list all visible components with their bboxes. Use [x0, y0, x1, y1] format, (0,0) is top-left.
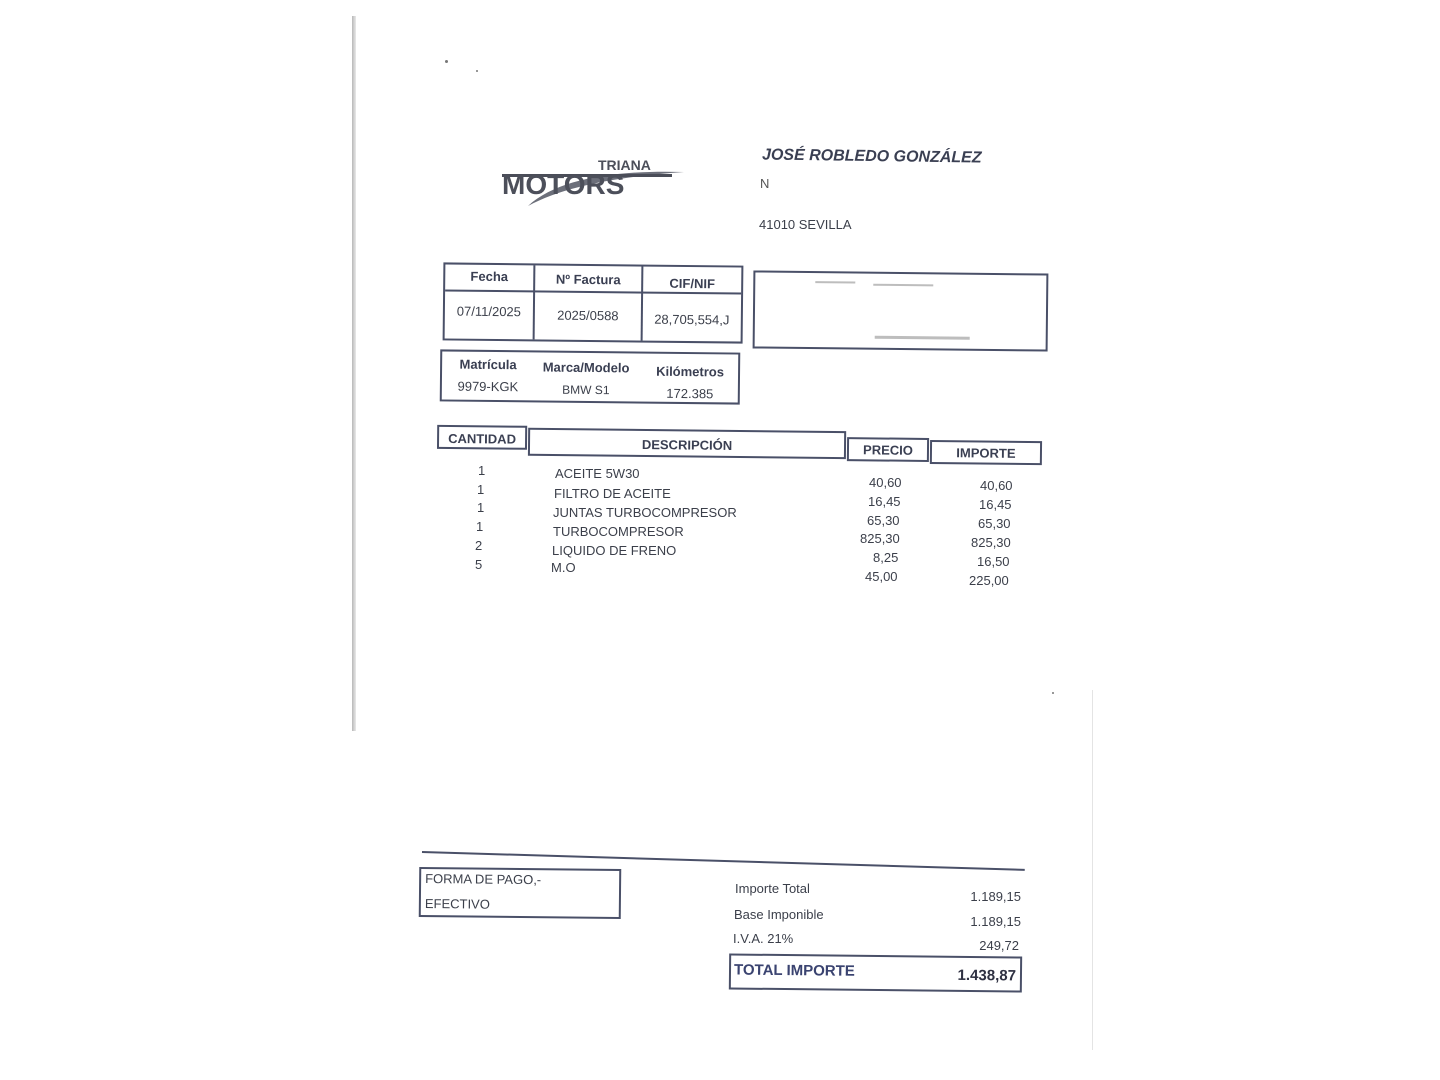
scan-right-edge — [1092, 690, 1093, 1050]
total-importe-label: TOTAL IMPORTE — [733, 961, 855, 980]
items-table-header — [437, 425, 1043, 471]
row-importe: 16,45 — [979, 497, 1012, 512]
row-importe: 65,30 — [978, 516, 1011, 531]
total-importe-value: 1.438,87 — [957, 966, 1017, 985]
cif-header: CIF/NIF — [669, 275, 716, 292]
payment-line-2: EFECTIVO — [424, 896, 490, 912]
matricula-header: Matrícula — [459, 356, 517, 373]
scan-left-edge — [352, 16, 356, 731]
factura-header: Nº Factura — [555, 271, 621, 288]
iva-label: I.V.A. 21% — [733, 931, 794, 946]
row-descripcion: JUNTAS TURBOCOMPRESOR — [553, 505, 737, 520]
factura-value: 2025/0588 — [557, 307, 619, 324]
row-importe: 16,50 — [977, 554, 1010, 569]
row-precio: 40,60 — [869, 475, 902, 490]
scan-speck — [445, 60, 448, 63]
client-address: N — [760, 176, 770, 191]
row-cantidad: 1 — [477, 500, 485, 515]
svg-text:MOTORS: MOTORS — [502, 169, 625, 200]
matricula-value: 9979-KGK — [457, 378, 519, 395]
scan-speck — [476, 70, 478, 72]
redacted-text — [873, 284, 933, 287]
total-importe-box — [729, 953, 1022, 992]
row-precio: 825,30 — [860, 531, 900, 546]
row-precio: 8,25 — [873, 550, 899, 565]
redacted-text — [875, 336, 970, 340]
row-descripcion: ACEITE 5W30 — [555, 466, 640, 481]
importe-total-label: Importe Total — [735, 881, 810, 896]
row-cantidad: 2 — [475, 538, 483, 553]
cif-value: 28,705,554,J — [654, 311, 730, 328]
company-logo — [498, 148, 688, 214]
row-cantidad: 1 — [477, 482, 485, 497]
row-descripcion: LIQUIDO DE FRENO — [552, 543, 677, 558]
row-importe: 225,00 — [969, 573, 1009, 588]
invoice-info-box — [443, 262, 744, 343]
row-cantidad: 1 — [478, 463, 486, 478]
cantidad-header: CANTIDAD — [437, 425, 527, 450]
km-value: 172.385 — [666, 385, 714, 402]
svg-text:TRIANA: TRIANA — [598, 157, 651, 173]
fecha-value: 07/11/2025 — [456, 303, 522, 320]
base-imponible-value: 1.189,15 — [970, 914, 1021, 929]
payment-line-1: FORMA DE PAGO,- — [425, 871, 542, 888]
row-precio: 45,00 — [865, 569, 898, 584]
row-importe: 40,60 — [980, 478, 1013, 493]
importe-header: IMPORTE — [930, 440, 1042, 465]
fecha-header: Fecha — [470, 268, 509, 285]
row-precio: 16,45 — [868, 494, 901, 509]
client-name: JOSÉ ROBLEDO GONZÁLEZ — [761, 146, 982, 167]
scan-speck — [1052, 692, 1054, 694]
modelo-header: Marca/Modelo — [542, 359, 630, 376]
iva-value: 249,72 — [979, 938, 1019, 953]
client-city: 41010 SEVILLA — [759, 217, 852, 232]
row-importe: 825,30 — [971, 535, 1011, 550]
redacted-address-box — [753, 270, 1049, 351]
redacted-text — [815, 281, 855, 283]
base-imponible-label: Base Imponible — [734, 907, 824, 922]
descripcion-header: DESCRIPCIÓN — [528, 428, 846, 459]
modelo-value: BMW S1 — [562, 382, 610, 398]
row-precio: 65,30 — [867, 513, 900, 528]
payment-method-box — [419, 867, 622, 919]
vehicle-info-box — [440, 349, 741, 404]
row-descripcion: M.O — [551, 560, 576, 575]
row-descripcion: FILTRO DE ACEITE — [554, 486, 671, 501]
row-descripcion: TURBOCOMPRESOR — [553, 524, 684, 539]
row-cantidad: 5 — [475, 557, 483, 572]
row-cantidad: 1 — [476, 519, 484, 534]
precio-header: PRECIO — [847, 437, 929, 462]
km-header: Kilómetros — [656, 363, 725, 380]
importe-total-value: 1.189,15 — [970, 889, 1021, 904]
